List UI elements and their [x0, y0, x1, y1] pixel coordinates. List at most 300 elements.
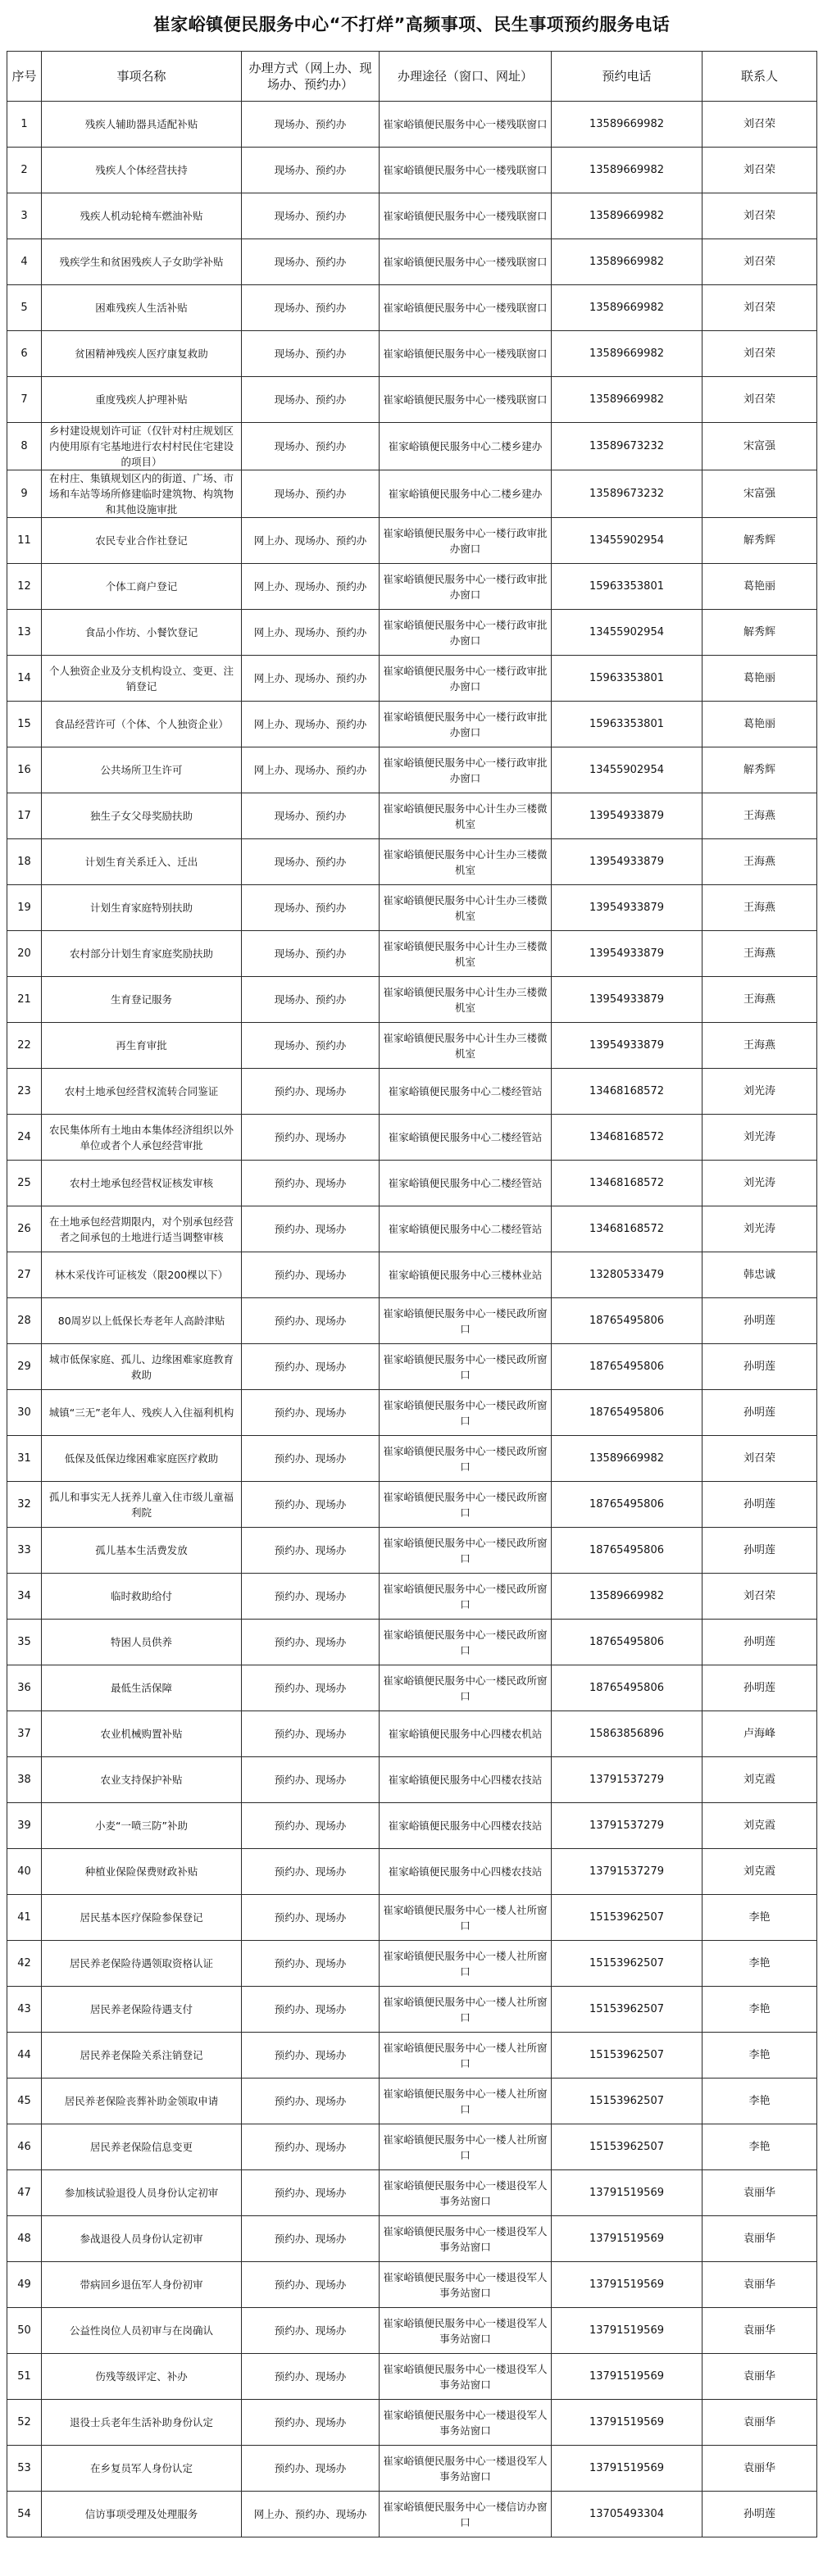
cell-route: 崔家峪镇便民服务中心四楼农机站	[380, 1711, 552, 1757]
table-row	[7, 839, 817, 885]
cell-item: 农民专业合作社登记	[42, 518, 242, 564]
cell-phone: 13954933879	[552, 793, 703, 839]
cell-route: 崔家峪镇便民服务中心一楼民政所窗口	[380, 1298, 552, 1344]
cell-phone: 13589669982	[552, 1436, 703, 1482]
cell-item: 种植业保险保费财政补贴	[42, 1849, 242, 1895]
cell-method: 现场办、预约办	[242, 239, 380, 285]
cell-no: 41	[7, 1895, 42, 1941]
cell-phone: 13589673232	[552, 423, 703, 470]
cell-contact: 刘召荣	[703, 285, 817, 331]
cell-no: 53	[7, 2446, 42, 2492]
cell-contact: 孙明莲	[703, 1482, 817, 1528]
cell-phone: 13705493304	[552, 2492, 703, 2537]
cell-contact: 刘召荣	[703, 1574, 817, 1620]
cell-item: 残疾人个体经营扶持	[42, 148, 242, 193]
cell-item: 最低生活保障	[42, 1665, 242, 1711]
cell-no: 9	[7, 470, 42, 518]
cell-route: 崔家峪镇便民服务中心一楼行政审批办窗口	[380, 610, 552, 656]
cell-phone: 18765495806	[552, 1482, 703, 1528]
cell-method: 现场办、预约办	[242, 423, 380, 470]
cell-method: 预约办、现场办	[242, 1574, 380, 1620]
cell-phone: 15863856896	[552, 1711, 703, 1757]
cell-method: 预约办、现场办	[242, 2124, 380, 2170]
cell-contact: 孙明莲	[703, 1528, 817, 1574]
cell-method: 预约办、现场办	[242, 1711, 380, 1757]
cell-route: 崔家峪镇便民服务中心计生办三楼微机室	[380, 977, 552, 1023]
cell-item: 公益性岗位人员初审与在岗确认	[42, 2308, 242, 2354]
cell-method: 网上办、现场办、预约办	[242, 610, 380, 656]
cell-item: 退役士兵老年生活补助身份认定	[42, 2400, 242, 2446]
cell-route: 崔家峪镇便民服务中心二楼乡建办	[380, 470, 552, 518]
cell-no: 35	[7, 1620, 42, 1665]
cell-route: 崔家峪镇便民服务中心一楼行政审批办窗口	[380, 656, 552, 702]
table-row	[7, 610, 817, 656]
cell-item: 居民养老保险关系注销登记	[42, 2033, 242, 2079]
cell-item: 伤残等级评定、补办	[42, 2354, 242, 2400]
table-row	[7, 2124, 817, 2170]
cell-contact: 王海燕	[703, 1023, 817, 1069]
table-row	[7, 2216, 817, 2262]
cell-no: 6	[7, 331, 42, 377]
cell-phone: 13791519569	[552, 2170, 703, 2216]
cell-item: 个体工商户登记	[42, 564, 242, 610]
cell-no: 3	[7, 193, 42, 239]
table-row	[7, 1895, 817, 1941]
cell-item: 农民集体所有土地由本集体经济组织以外单位或者个人承包经营审批	[42, 1115, 242, 1161]
table-row	[7, 148, 817, 193]
cell-phone: 13791537279	[552, 1803, 703, 1849]
table-row	[7, 1849, 817, 1895]
cell-phone: 18765495806	[552, 1665, 703, 1711]
cell-contact: 袁丽华	[703, 2216, 817, 2262]
table-row	[7, 1803, 817, 1849]
cell-no: 40	[7, 1849, 42, 1895]
table-row	[7, 702, 817, 747]
cell-no: 19	[7, 885, 42, 931]
table-row	[7, 470, 817, 518]
cell-contact: 袁丽华	[703, 2354, 817, 2400]
cell-route: 崔家峪镇便民服务中心计生办三楼微机室	[380, 885, 552, 931]
cell-route: 崔家峪镇便民服务中心一楼行政审批办窗口	[380, 564, 552, 610]
cell-route: 崔家峪镇便民服务中心一楼退役军人事务站窗口	[380, 2446, 552, 2492]
table-row	[7, 331, 817, 377]
header-method: 办理方式（网上办、现场办、预约办）	[242, 52, 380, 102]
cell-item: 乡村建设规划许可证（仅针对村庄规划区内使用原有宅基地进行农村村民住宅建设的项目）	[42, 423, 242, 470]
cell-method: 现场办、预约办	[242, 377, 380, 423]
cell-method: 预约办、现场办	[242, 1390, 380, 1436]
cell-route: 崔家峪镇便民服务中心一楼退役军人事务站窗口	[380, 2216, 552, 2262]
cell-route: 崔家峪镇便民服务中心一楼行政审批办窗口	[380, 518, 552, 564]
cell-contact: 刘召荣	[703, 1436, 817, 1482]
cell-item: 计划生育关系迁入、迁出	[42, 839, 242, 885]
table-row	[7, 239, 817, 285]
cell-contact: 袁丽华	[703, 2446, 817, 2492]
cell-contact: 孙明莲	[703, 2492, 817, 2537]
cell-item: 残疾人机动轮椅车燃油补贴	[42, 193, 242, 239]
cell-route: 崔家峪镇便民服务中心二楼经管站	[380, 1161, 552, 1206]
cell-contact: 刘召荣	[703, 239, 817, 285]
cell-item: 参加核试验退役人员身份认定初审	[42, 2170, 242, 2216]
table-row	[7, 2400, 817, 2446]
cell-method: 预约办、现场办	[242, 1620, 380, 1665]
table-row	[7, 885, 817, 931]
cell-route: 崔家峪镇便民服务中心四楼农技站	[380, 1757, 552, 1803]
cell-contact: 刘光涛	[703, 1115, 817, 1161]
cell-contact: 刘克霞	[703, 1757, 817, 1803]
cell-route: 崔家峪镇便民服务中心一楼退役军人事务站窗口	[380, 2170, 552, 2216]
table-row	[7, 747, 817, 793]
cell-route: 崔家峪镇便民服务中心一楼信访办窗口	[380, 2492, 552, 2537]
table-row	[7, 2262, 817, 2308]
table-row	[7, 1711, 817, 1757]
cell-item: 临时救助给付	[42, 1574, 242, 1620]
cell-route: 崔家峪镇便民服务中心计生办三楼微机室	[380, 793, 552, 839]
cell-method: 预约办、现场办	[242, 2308, 380, 2354]
cell-no: 49	[7, 2262, 42, 2308]
cell-no: 44	[7, 2033, 42, 2079]
table-row	[7, 2308, 817, 2354]
cell-contact: 李艳	[703, 2079, 817, 2124]
cell-route: 崔家峪镇便民服务中心一楼残联窗口	[380, 102, 552, 148]
table-row	[7, 2492, 817, 2537]
cell-contact: 刘召荣	[703, 193, 817, 239]
table-row	[7, 564, 817, 610]
cell-method: 现场办、预约办	[242, 331, 380, 377]
cell-phone: 13468168572	[552, 1069, 703, 1115]
cell-item: 居民基本医疗保险参保登记	[42, 1895, 242, 1941]
cell-no: 47	[7, 2170, 42, 2216]
cell-phone: 13589669982	[552, 148, 703, 193]
table-row	[7, 518, 817, 564]
cell-route: 崔家峪镇便民服务中心一楼民政所窗口	[380, 1528, 552, 1574]
cell-method: 现场办、预约办	[242, 793, 380, 839]
cell-contact: 刘光涛	[703, 1161, 817, 1206]
cell-phone: 13589669982	[552, 377, 703, 423]
cell-route: 崔家峪镇便民服务中心一楼民政所窗口	[380, 1436, 552, 1482]
cell-item: 特困人员供养	[42, 1620, 242, 1665]
cell-item: 食品经营许可（个体、个人独资企业）	[42, 702, 242, 747]
cell-item: 生育登记服务	[42, 977, 242, 1023]
cell-phone: 13791519569	[552, 2354, 703, 2400]
cell-phone: 13589673232	[552, 470, 703, 518]
cell-no: 21	[7, 977, 42, 1023]
cell-method: 预约办、现场办	[242, 1941, 380, 1987]
cell-no: 28	[7, 1298, 42, 1344]
cell-no: 13	[7, 610, 42, 656]
cell-phone: 18765495806	[552, 1528, 703, 1574]
cell-route: 崔家峪镇便民服务中心二楼经管站	[380, 1069, 552, 1115]
cell-phone: 13791519569	[552, 2400, 703, 2446]
cell-method: 网上办、现场办、预约办	[242, 747, 380, 793]
cell-route: 崔家峪镇便民服务中心一楼民政所窗口	[380, 1390, 552, 1436]
cell-route: 崔家峪镇便民服务中心一楼退役军人事务站窗口	[380, 2308, 552, 2354]
cell-phone: 13954933879	[552, 839, 703, 885]
cell-item: 食品小作坊、小餐饮登记	[42, 610, 242, 656]
cell-method: 预约办、现场办	[242, 2354, 380, 2400]
cell-contact: 葛艳丽	[703, 702, 817, 747]
cell-route: 崔家峪镇便民服务中心二楼经管站	[380, 1115, 552, 1161]
cell-route: 崔家峪镇便民服务中心一楼人社所窗口	[380, 1987, 552, 2033]
cell-phone: 13280533479	[552, 1252, 703, 1298]
cell-route: 崔家峪镇便民服务中心一楼退役军人事务站窗口	[380, 2400, 552, 2446]
cell-contact: 刘召荣	[703, 377, 817, 423]
cell-contact: 李艳	[703, 2033, 817, 2079]
cell-phone: 13589669982	[552, 193, 703, 239]
cell-method: 预约办、现场办	[242, 2033, 380, 2079]
cell-method: 预约办、现场办	[242, 2079, 380, 2124]
cell-contact: 袁丽华	[703, 2400, 817, 2446]
cell-method: 预约办、现场办	[242, 2446, 380, 2492]
cell-route: 崔家峪镇便民服务中心一楼民政所窗口	[380, 1344, 552, 1390]
table-row	[7, 1298, 817, 1344]
cell-item: 再生育审批	[42, 1023, 242, 1069]
cell-no: 32	[7, 1482, 42, 1528]
cell-no: 8	[7, 423, 42, 470]
cell-method: 预约办、现场办	[242, 1665, 380, 1711]
cell-phone: 13589669982	[552, 285, 703, 331]
cell-method: 预约办、现场办	[242, 1344, 380, 1390]
cell-phone: 13589669982	[552, 102, 703, 148]
cell-contact: 袁丽华	[703, 2308, 817, 2354]
header-route: 办理途径（窗口、网址）	[380, 52, 552, 102]
cell-contact: 王海燕	[703, 885, 817, 931]
cell-phone: 13589669982	[552, 239, 703, 285]
table-row	[7, 1436, 817, 1482]
cell-no: 24	[7, 1115, 42, 1161]
table-row	[7, 1252, 817, 1298]
cell-contact: 袁丽华	[703, 2262, 817, 2308]
cell-no: 11	[7, 518, 42, 564]
table-row	[7, 377, 817, 423]
cell-phone: 18765495806	[552, 1298, 703, 1344]
cell-no: 25	[7, 1161, 42, 1206]
table-row	[7, 2446, 817, 2492]
page-title: 崔家峪镇便民服务中心“不打烊”高频事项、民生事项预约服务电话	[152, 15, 671, 34]
cell-contact: 解秀辉	[703, 747, 817, 793]
cell-item: 残疾学生和贫困残疾人子女助学补贴	[42, 239, 242, 285]
table-row	[7, 2354, 817, 2400]
cell-contact: 王海燕	[703, 793, 817, 839]
cell-no: 23	[7, 1069, 42, 1115]
cell-no: 54	[7, 2492, 42, 2537]
table-row	[7, 1987, 817, 2033]
cell-method: 预约办、现场办	[242, 1803, 380, 1849]
cell-method: 预约办、现场办	[242, 1206, 380, 1252]
cell-method: 现场办、预约办	[242, 839, 380, 885]
cell-item: 城市低保家庭、孤儿、边缘困难家庭教育救助	[42, 1344, 242, 1390]
cell-phone: 13468168572	[552, 1161, 703, 1206]
cell-item: 居民养老保险信息变更	[42, 2124, 242, 2170]
table-row	[7, 931, 817, 977]
cell-phone: 13954933879	[552, 931, 703, 977]
cell-method: 预约办、现场办	[242, 1482, 380, 1528]
table-row	[7, 1115, 817, 1161]
cell-method: 预约办、现场办	[242, 2262, 380, 2308]
cell-no: 33	[7, 1528, 42, 1574]
cell-item: 农村部分计划生育家庭奖励扶助	[42, 931, 242, 977]
cell-no: 38	[7, 1757, 42, 1803]
cell-contact: 孙明莲	[703, 1298, 817, 1344]
cell-contact: 孙明莲	[703, 1665, 817, 1711]
cell-method: 现场办、预约办	[242, 885, 380, 931]
header-phone: 预约电话	[552, 52, 703, 102]
table-row	[7, 977, 817, 1023]
cell-no: 17	[7, 793, 42, 839]
cell-method: 预约办、现场办	[242, 1895, 380, 1941]
cell-contact: 孙明莲	[703, 1344, 817, 1390]
cell-contact: 刘召荣	[703, 102, 817, 148]
table-row	[7, 285, 817, 331]
cell-phone: 15153962507	[552, 1987, 703, 2033]
cell-no: 31	[7, 1436, 42, 1482]
cell-item: 农村土地承包经营权证核发审核	[42, 1161, 242, 1206]
cell-no: 52	[7, 2400, 42, 2446]
cell-contact: 解秀辉	[703, 518, 817, 564]
cell-item: 居民养老保险待遇领取资格认证	[42, 1941, 242, 1987]
cell-phone: 15153962507	[552, 2124, 703, 2170]
cell-route: 崔家峪镇便民服务中心计生办三楼微机室	[380, 1023, 552, 1069]
cell-no: 12	[7, 564, 42, 610]
table-row	[7, 1941, 817, 1987]
cell-route: 崔家峪镇便民服务中心一楼残联窗口	[380, 239, 552, 285]
cell-no: 26	[7, 1206, 42, 1252]
cell-phone: 13954933879	[552, 885, 703, 931]
cell-item: 小麦“一喷三防”补助	[42, 1803, 242, 1849]
cell-route: 崔家峪镇便民服务中心一楼人社所窗口	[380, 1941, 552, 1987]
cell-no: 27	[7, 1252, 42, 1298]
cell-no: 7	[7, 377, 42, 423]
cell-phone: 13791519569	[552, 2216, 703, 2262]
cell-contact: 李艳	[703, 2124, 817, 2170]
table-row	[7, 1574, 817, 1620]
cell-route: 崔家峪镇便民服务中心一楼残联窗口	[380, 331, 552, 377]
cell-item: 80周岁以上低保长寿老年人高龄津贴	[42, 1298, 242, 1344]
cell-contact: 宋富强	[703, 423, 817, 470]
cell-no: 20	[7, 931, 42, 977]
cell-item: 居民养老保险丧葬补助金领取申请	[42, 2079, 242, 2124]
cell-contact: 孙明莲	[703, 1390, 817, 1436]
cell-route: 崔家峪镇便民服务中心三楼林业站	[380, 1252, 552, 1298]
cell-method: 预约办、现场办	[242, 2400, 380, 2446]
table-row	[7, 1620, 817, 1665]
cell-method: 网上办、现场办、预约办	[242, 518, 380, 564]
cell-method: 预约办、现场办	[242, 2170, 380, 2216]
cell-phone: 13791537279	[552, 1757, 703, 1803]
cell-method: 预约办、现场办	[242, 1436, 380, 1482]
cell-item: 计划生育家庭特别扶助	[42, 885, 242, 931]
cell-contact: 韩忠诚	[703, 1252, 817, 1298]
cell-contact: 葛艳丽	[703, 564, 817, 610]
cell-phone: 13468168572	[552, 1206, 703, 1252]
cell-route: 崔家峪镇便民服务中心一楼退役军人事务站窗口	[380, 2354, 552, 2400]
cell-no: 5	[7, 285, 42, 331]
cell-route: 崔家峪镇便民服务中心一楼民政所窗口	[380, 1665, 552, 1711]
table-row	[7, 1528, 817, 1574]
cell-method: 现场办、预约办	[242, 193, 380, 239]
cell-no: 36	[7, 1665, 42, 1711]
cell-phone: 15153962507	[552, 2033, 703, 2079]
table-row	[7, 1206, 817, 1252]
cell-contact: 刘召荣	[703, 331, 817, 377]
cell-phone: 15153962507	[552, 1895, 703, 1941]
cell-route: 崔家峪镇便民服务中心计生办三楼微机室	[380, 931, 552, 977]
table-header-row	[7, 52, 817, 102]
cell-method: 预约办、现场办	[242, 1161, 380, 1206]
cell-item: 农业支持保护补贴	[42, 1757, 242, 1803]
cell-phone: 13455902954	[552, 610, 703, 656]
cell-no: 39	[7, 1803, 42, 1849]
cell-no: 34	[7, 1574, 42, 1620]
cell-item: 带病回乡退伍军人身份初审	[42, 2262, 242, 2308]
cell-contact: 王海燕	[703, 839, 817, 885]
header-no: 序号	[7, 52, 42, 102]
cell-contact: 王海燕	[703, 977, 817, 1023]
cell-method: 预约办、现场办	[242, 2216, 380, 2262]
cell-item: 在村庄、集镇规划区内的街道、广场、市场和车站等场所修建临时建筑物、构筑物和其他设施审批	[42, 470, 242, 518]
cell-route: 崔家峪镇便民服务中心一楼行政审批办窗口	[380, 702, 552, 747]
cell-item: 独生子女父母奖励扶助	[42, 793, 242, 839]
cell-route: 崔家峪镇便民服务中心一楼残联窗口	[380, 148, 552, 193]
cell-phone: 13954933879	[552, 1023, 703, 1069]
cell-method: 现场办、预约办	[242, 1023, 380, 1069]
cell-route: 崔家峪镇便民服务中心计生办三楼微机室	[380, 839, 552, 885]
table-row	[7, 1482, 817, 1528]
table-row	[7, 1069, 817, 1115]
table-row	[7, 1344, 817, 1390]
cell-method: 预约办、现场办	[242, 1252, 380, 1298]
service-table	[7, 51, 817, 2537]
cell-route: 崔家峪镇便民服务中心一楼民政所窗口	[380, 1574, 552, 1620]
cell-phone: 15963353801	[552, 702, 703, 747]
cell-phone: 15963353801	[552, 564, 703, 610]
cell-method: 现场办、预约办	[242, 470, 380, 518]
cell-phone: 13455902954	[552, 747, 703, 793]
cell-item: 公共场所卫生许可	[42, 747, 242, 793]
cell-contact: 李艳	[703, 1987, 817, 2033]
cell-route: 崔家峪镇便民服务中心一楼残联窗口	[380, 377, 552, 423]
cell-no: 2	[7, 148, 42, 193]
cell-contact: 刘克霞	[703, 1803, 817, 1849]
cell-route: 崔家峪镇便民服务中心二楼乡建办	[380, 423, 552, 470]
cell-contact: 李艳	[703, 1941, 817, 1987]
cell-method: 预约办、现场办	[242, 1115, 380, 1161]
cell-phone: 13791519569	[552, 2446, 703, 2492]
cell-route: 崔家峪镇便民服务中心四楼农技站	[380, 1849, 552, 1895]
table-row	[7, 1665, 817, 1711]
cell-item: 重度残疾人护理补贴	[42, 377, 242, 423]
cell-route: 崔家峪镇便民服务中心一楼人社所窗口	[380, 2124, 552, 2170]
cell-item: 个人独资企业及分支机构设立、变更、注销登记	[42, 656, 242, 702]
cell-method: 现场办、预约办	[242, 285, 380, 331]
cell-no: 4	[7, 239, 42, 285]
table-row	[7, 1390, 817, 1436]
cell-item: 城镇“三无”老年人、残疾人入住福利机构	[42, 1390, 242, 1436]
cell-method: 预约办、现场办	[242, 1528, 380, 1574]
cell-contact: 李艳	[703, 1895, 817, 1941]
table-row	[7, 2079, 817, 2124]
cell-no: 30	[7, 1390, 42, 1436]
cell-item: 困难残疾人生活补贴	[42, 285, 242, 331]
cell-contact: 刘克霞	[703, 1849, 817, 1895]
cell-phone: 13589669982	[552, 1574, 703, 1620]
cell-method: 网上办、现场办、预约办	[242, 702, 380, 747]
cell-no: 45	[7, 2079, 42, 2124]
header-contact: 联系人	[703, 52, 817, 102]
cell-no: 50	[7, 2308, 42, 2354]
cell-method: 网上办、现场办、预约办	[242, 564, 380, 610]
cell-phone: 13791537279	[552, 1849, 703, 1895]
cell-no: 1	[7, 102, 42, 148]
